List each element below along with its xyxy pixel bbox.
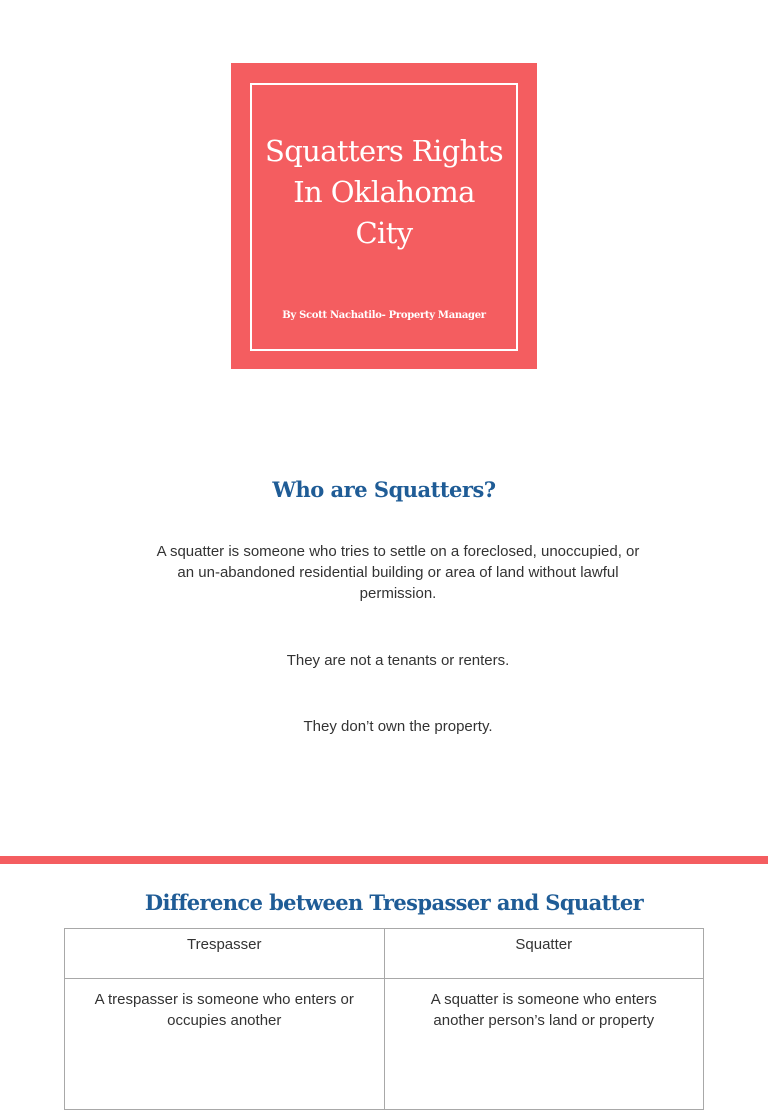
table-header-row (65, 929, 704, 979)
difference-heading: Difference between Trespasser and Squatter (144, 890, 644, 915)
slide-difference (0, 864, 768, 1029)
not-tenants-text: They are not a tenants or renters. (286, 652, 510, 669)
cover-frame (250, 83, 518, 351)
comparison-table (64, 928, 704, 1110)
squatter-definition: A squatter is someone who tries to settle on a foreclosed, unoccupied, or an un-abandoned residential building or area of land without lawful permission. (156, 543, 640, 602)
cover-title: Squatters Rights In Oklahoma City (264, 134, 504, 250)
cover-card (231, 63, 537, 369)
header-trespasser: Trespasser (65, 929, 385, 979)
trespasser-description: A trespasser is someone who enters or occupies another (65, 979, 385, 1110)
squatter-description: A squatter is someone who enters another person’s land or property (384, 979, 704, 1110)
cover-byline: By Scott Nachatilo- Property Manager (282, 310, 486, 321)
not-owners-text: They don’t own the property. (303, 718, 493, 735)
who-are-squatters-heading: Who are Squatters? (272, 477, 496, 502)
table-row (65, 979, 704, 1110)
page-divider (0, 856, 768, 864)
header-squatter: Squatter (384, 929, 704, 979)
